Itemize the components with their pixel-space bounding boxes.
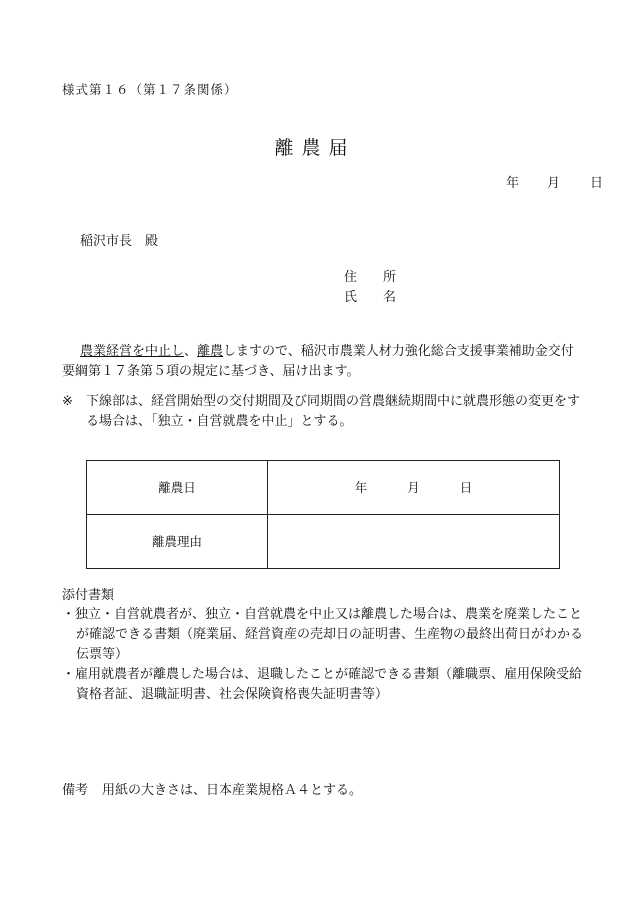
resignation-reason-label: 離農理由: [87, 515, 268, 569]
addressee: 稲沢市長 殿: [80, 234, 159, 249]
resignation-date-label: 離農日: [87, 461, 268, 515]
declaration-underlined-2: 離農: [197, 344, 224, 359]
date-day-label: 日: [590, 176, 604, 191]
remarks: [62, 781, 362, 801]
resignation-date-field[interactable]: [268, 461, 560, 515]
declaration-underlined-1: 農業経営を中止し: [80, 344, 185, 359]
attachment-item: ・雇用就農者が離農した場合は、退職したことが確認できる書類（離職票、雇用保険受給資格者証、退職証明書、社会保険資格喪失証明書等）: [62, 667, 583, 702]
attachments-heading: 添付書類: [62, 588, 115, 603]
page-title: 離農届: [274, 137, 356, 159]
attachment-item: ・独立・自営就農者が、独立・自営就農を中止又は離農した場合は、農業を廃業したことが確認できる書類（廃業届、経営資産の売却日の証明書、生産物の最終出荷日がわかる伝票等）: [62, 607, 584, 662]
table-month-label: 月: [407, 479, 420, 495]
note-paragraph: [62, 392, 590, 432]
name-label: 氏 名: [344, 290, 397, 305]
declaration-paragraph: [62, 342, 584, 382]
date-month-label: 月: [547, 176, 561, 191]
resignation-reason-field[interactable]: [268, 515, 560, 569]
note-mark: ※: [62, 394, 73, 409]
remarks-text: 用紙の大きさは、日本産業規格Ａ４とする。: [102, 783, 363, 798]
remarks-label: 備考: [62, 783, 89, 798]
table-day-label: 日: [459, 479, 473, 495]
table-year-label: 年: [354, 479, 368, 495]
address-label: 住 所: [344, 270, 397, 285]
resignation-table: [86, 460, 560, 569]
date-year-label: 年: [506, 176, 520, 191]
submission-date: [476, 174, 603, 194]
declaration-text-2: しますので、稲沢市農業人材力強化総合支援事業補助金交付要綱第１７条第５項の規定に基づき、届け出ます。: [62, 344, 574, 379]
declaration-text-1: 、: [184, 344, 198, 359]
table-row: [87, 461, 560, 515]
table-row: [87, 515, 560, 569]
note-text: 下線部は、経営開始型の交付期間及び同期間の営農継続期間中に就農形態の変更をする場合は、「独立・自営就農を中止」とする。: [86, 394, 581, 429]
form-number: 様式第１６（第１７条関係）: [62, 82, 238, 97]
